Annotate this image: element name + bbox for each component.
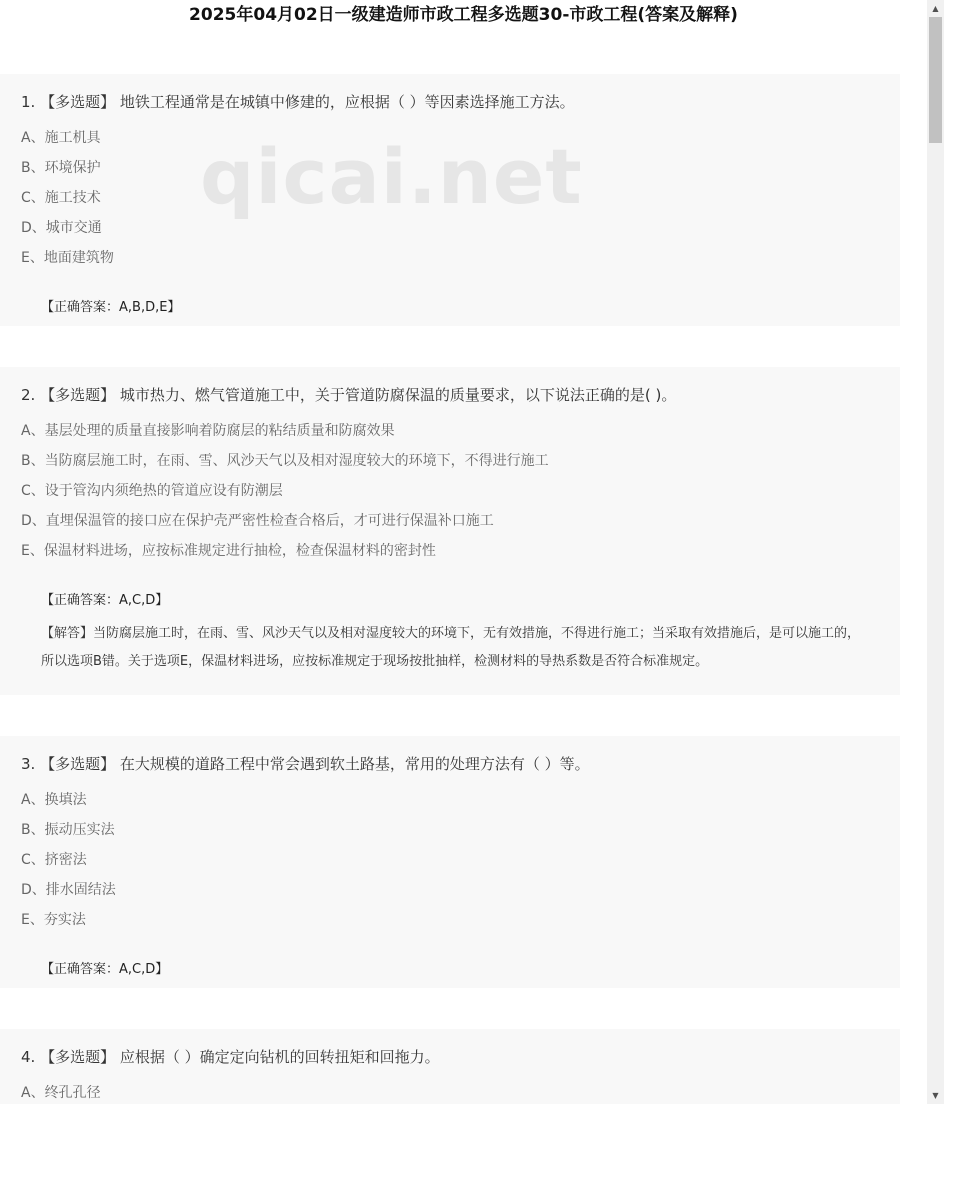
question-card-2 <box>0 367 900 695</box>
correct-answer-1: 【正确答案：A,B,D,E】 <box>41 300 181 315</box>
option-2e: E、保温材料进场，应按标准规定进行抽检，检查保温材料的密封性 <box>21 543 436 559</box>
question-card-4 <box>0 1029 900 1104</box>
option-1d: D、城市交通 <box>21 220 102 236</box>
question-card-3 <box>0 736 900 988</box>
question-text-3: 3. 【多选题】 在大规模的道路工程中常会遇到软土路基，常用的处理方法有（ ）等。 <box>21 755 590 773</box>
option-2b: B、当防腐层施工时，在雨、雪、风沙天气以及相对湿度较大的环境下，不得进行施工 <box>21 453 549 469</box>
scroll-up-icon[interactable]: ▲ <box>932 4 939 13</box>
option-1a: A、施工机具 <box>21 130 101 146</box>
scroll-down-icon[interactable]: ▼ <box>932 1091 939 1100</box>
option-2c: C、设于管沟内须绝热的管道应设有防潮层 <box>21 483 283 499</box>
option-1c: C、施工技术 <box>21 190 101 206</box>
question-text-1: 1. 【多选题】 地铁工程通常是在城镇中修建的，应根据（ ）等因素选择施工方法。 <box>21 93 575 111</box>
option-3c: C、挤密法 <box>21 852 87 868</box>
option-3b: B、振动压实法 <box>21 822 115 838</box>
correct-answer-2: 【正确答案：A,C,D】 <box>41 593 169 608</box>
option-3e: E、夯实法 <box>21 912 86 928</box>
option-1e: E、地面建筑物 <box>21 250 114 266</box>
option-2a: A、基层处理的质量直接影响着防腐层的粘结质量和防腐效果 <box>21 423 395 439</box>
watermark: qicai.net <box>200 132 583 221</box>
page-title: 2025年04月02日一级建造师市政工程多选题30-市政工程(答案及解释) <box>189 5 738 25</box>
correct-answer-3: 【正确答案：A,C,D】 <box>41 962 169 977</box>
option-4a: A、终孔孔径 <box>21 1085 101 1101</box>
vertical-scrollbar[interactable] <box>927 0 944 1104</box>
option-1b: B、环境保护 <box>21 160 101 176</box>
question-text-2: 2. 【多选题】 城市热力、燃气管道施工中，关于管道防腐保温的质量要求，以下说法正确的是( )。 <box>21 386 677 404</box>
scroll-thumb[interactable] <box>929 17 942 143</box>
option-3d: D、排水固结法 <box>21 882 116 898</box>
question-text-4: 4. 【多选题】 应根据（ ）确定定向钻机的回转扭矩和回拖力。 <box>21 1048 440 1066</box>
option-3a: A、换填法 <box>21 792 87 808</box>
option-2d: D、直埋保温管的接口应在保护壳严密性检查合格后，才可进行保温补口施工 <box>21 513 494 529</box>
explanation-2: 【解答】当防腐层施工时，在雨、雪、风沙天气以及相对湿度较大的环境下，无有效措施，不得进行施工；当采取有效措施后，是可以施工的，所以选项B错。关于选项E，保温材料进场，应按标准规定于现场按批抽样，检测材料的导热系数是否符合标准规定。 <box>41 626 861 669</box>
